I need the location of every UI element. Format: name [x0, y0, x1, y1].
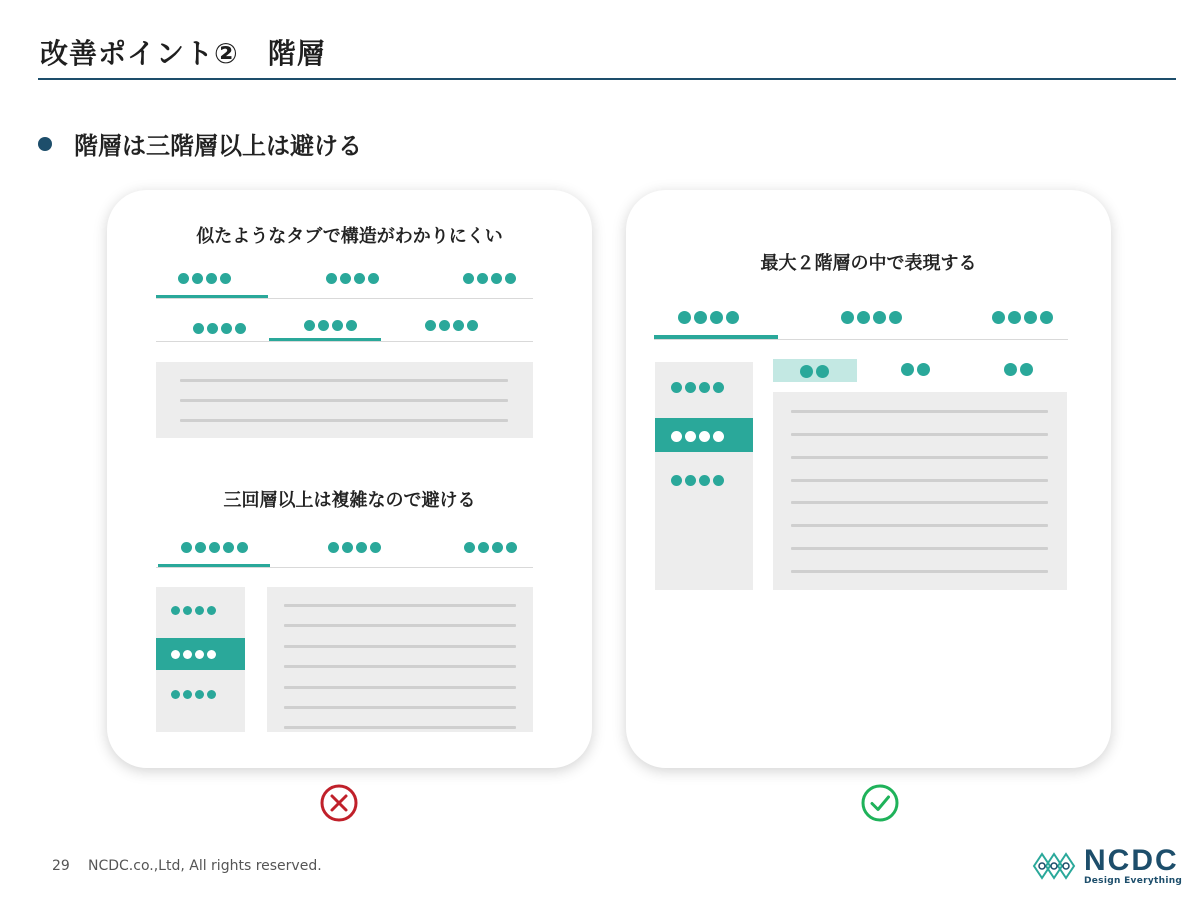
wireframe-text-line	[791, 547, 1048, 550]
bullet-point	[38, 126, 362, 161]
wireframe-tab-label	[463, 273, 516, 284]
wireframe-subtab-label	[425, 320, 478, 331]
logo-mark-icon	[1030, 849, 1078, 883]
wireframe-tab-label	[464, 542, 517, 553]
wireframe-text-line	[284, 665, 516, 668]
wireframe-subtab-label	[193, 323, 246, 334]
wireframe-tab-label	[178, 273, 231, 284]
wireframe-sidebar-item	[671, 475, 724, 486]
wireframe-text-line	[180, 399, 508, 402]
wireframe-text-line	[791, 570, 1048, 573]
wireframe-content-area	[267, 587, 533, 732]
bad-example-caption-bottom: 三回層以上は複雑なので避ける	[223, 490, 476, 511]
wireframe-tab-label	[678, 311, 739, 324]
bad-example-caption-top: 似たようなタブで構造がわかりにくい	[196, 226, 503, 247]
wireframe-sidebar-item-label	[671, 431, 724, 442]
wireframe-text-line	[791, 501, 1048, 504]
logo-tagline: Design Everything	[1084, 876, 1183, 886]
title-divider	[38, 78, 1176, 80]
wireframe-subtab-label	[1004, 363, 1033, 376]
bullet-text: 階層は三階層以上は避ける	[74, 132, 362, 160]
wireframe-tab-label	[328, 542, 381, 553]
wireframe-text-line	[791, 410, 1048, 413]
wireframe-sidebar-item	[671, 382, 724, 393]
wireframe-tab-divider	[654, 339, 1068, 340]
company-logo	[1030, 846, 1182, 886]
wireframe-text-line	[284, 706, 516, 709]
wireframe-text-line	[791, 479, 1048, 482]
copyright-text: NCDC.co.,Ltd, All rights reserved.	[88, 858, 322, 874]
wireframe-text-line	[791, 456, 1048, 459]
wireframe-tab-label	[181, 542, 248, 553]
wireframe-text-line	[180, 379, 508, 382]
wireframe-sidebar-item-label	[171, 650, 216, 659]
wireframe-subtab-divider	[156, 341, 533, 342]
good-example-caption: 最大２階層の中で表現する	[760, 253, 977, 274]
wireframe-text-line	[284, 604, 516, 607]
logo-name: NCDC	[1084, 844, 1179, 877]
wireframe-text-line	[284, 686, 516, 689]
wireframe-text-line	[791, 524, 1048, 527]
wireframe-tab-label	[326, 273, 379, 284]
slide-title: 改善ポイント② 階層	[40, 37, 326, 70]
wireframe-text-line	[284, 624, 516, 627]
wireframe-subtab-label	[800, 365, 829, 378]
wireframe-sidebar-item	[171, 690, 216, 699]
wireframe-tab-divider	[156, 567, 533, 568]
wireframe-text-line	[284, 726, 516, 729]
check-circle-icon	[860, 783, 900, 823]
wireframe-text-line	[180, 419, 508, 422]
wireframe-tab-label	[841, 311, 902, 324]
cross-circle-icon	[319, 783, 359, 823]
wireframe-content-area	[773, 392, 1067, 590]
page-number: 29	[52, 858, 70, 874]
wireframe-tab-label	[992, 311, 1053, 324]
wireframe-subtab-label	[304, 320, 357, 331]
wireframe-subtab-label	[901, 363, 930, 376]
wireframe-tab-divider	[156, 298, 533, 299]
wireframe-sidebar-item	[171, 606, 216, 615]
wireframe-text-line	[791, 433, 1048, 436]
bullet-dot-icon	[38, 137, 52, 151]
wireframe-text-line	[284, 645, 516, 648]
